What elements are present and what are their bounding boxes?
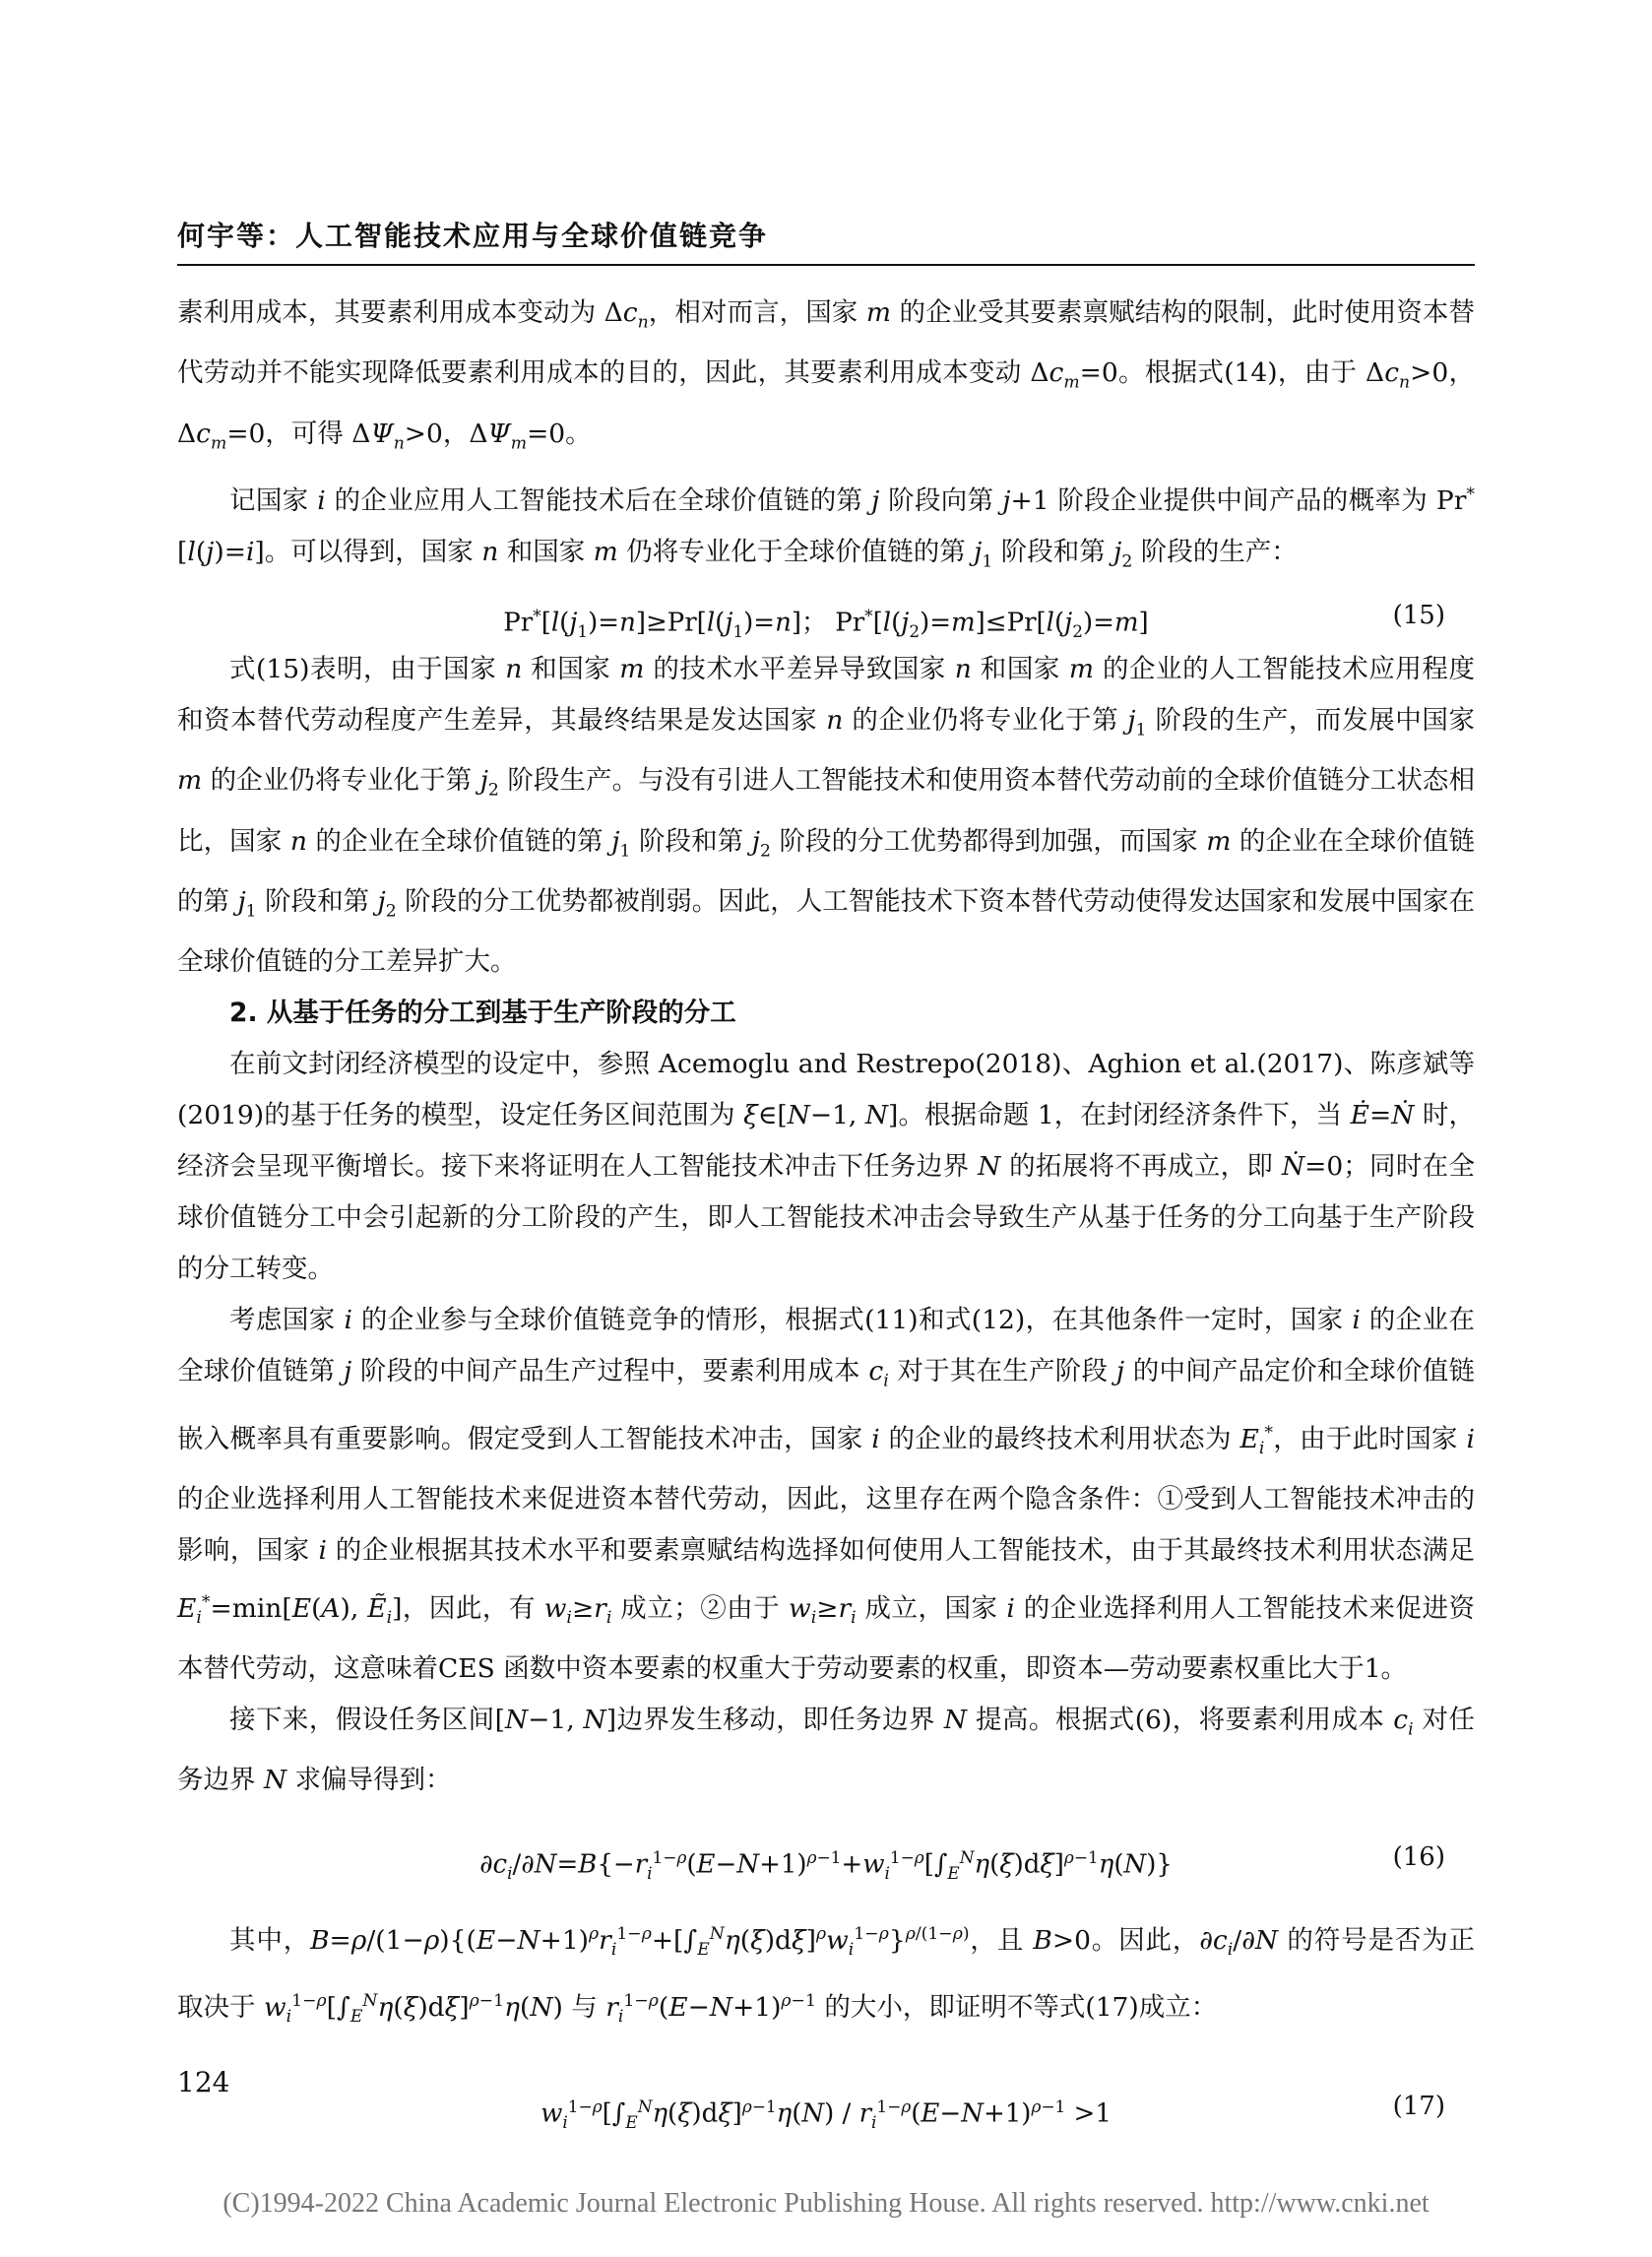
paragraph-6: 接下来，假设任务区间[N−1, N]边界发生移动，即任务边界 N 提高。根据式(6)，将要素利用成本 $c_i$ 对任务边界 N 求偏导得到：	[177, 1704, 1475, 1796]
equation-number: (16)	[1392, 1842, 1445, 1873]
page-number: 124	[177, 2066, 230, 2098]
equation-number: (17)	[1392, 2092, 1445, 2122]
header-rule	[177, 264, 1475, 266]
page-body	[177, 288, 1475, 2170]
equation-number: (15)	[1392, 601, 1445, 631]
paragraph-2: 记国家 i 的企业应用人工智能技术后在全球价值链的第 j 阶段向第 j+1 阶段企业提供中间产品的概率为 Pr*[l(j)=i]。可以得到，国家 n 和国家 m 仍将专业化于全球价值链的第 $j_1$ 阶段和第 $j_2$ 阶段的生产：	[177, 484, 1475, 572]
equation-16: $\partial c_i/\partial N=B\{-r_i^{1-\rho}(E-N+1)^{\rho-1}+w_i^{1-\rho}[\int_E^N\eta(\xi)d\xi]^{\rho-1}\eta(N)\}$ (16)	[177, 1806, 1475, 1908]
paragraph-5: 考虑国家 i 的企业参与全球价值链竞争的情形，根据式(11)和式(12)，在其他条件一定时，国家 i 的企业在全球价值链第 j 阶段的中间产品生产过程中，要素利用成本 $c_i$ 对于其在生产阶段 j 的中间产品定价和全球价值链嵌入概率具有重要影响。假定受到人工智能技术冲击，国家 i 的企业的最终技术利用状态为 $E_i^*$，由于此时国家 i 的企业选择利用人工智能技术来促进资本替代劳动，因此，这里存在两个隐含条件：①受到人工智能技术冲击的影响，国家 i 的企业根据其技术水平和要素禀赋结构选择如何使用人工智能技术，由于其最终技术利用状态满足 $E_i^*=\min[E(A)$, Ẽ$_i$]，因此，有 $w_i\ge r_i$ 成立；②由于 $w_i\ge r_i$ 成立，国家 i 的企业选择利用人工智能技术来促进资本替代劳动，这意味着CES 函数中资本要素的权重大于劳动要素的权重，即资本—劳动要素权重比大于1。	[177, 1305, 1475, 1684]
copyright-footer: (C)1994-2022 China Academic Journal Electronic Publishing House. All rights reserved. http://www.cnki.net	[222, 2188, 1430, 2219]
running-header: 何宇等：人工智能技术应用与全球价值链竞争	[177, 220, 769, 252]
paragraph-1: 素利用成本，其要素利用成本变动为 $\Delta c_n$，相对而言，国家 m 的企业受其要素禀赋结构的限制，此时使用资本替代劳动并不能实现降低要素利用成本的目的，因此，其要素利用成本变动 $\Delta c_m=0$。根据式(14)，由于 $\Delta c_n>0$，$\Delta c_m=0$，可得 $\Delta\Psi_n>0$，$\Delta\Psi_m=0$。	[177, 297, 1475, 453]
paragraph-7: 其中，$B=\rho/(1-\rho)\{(E-N+1)^\rho r_i^{1-\rho}+[\int_E^N\eta(\xi)d\xi]^\rho w_i^{1-\rho}\}^{\rho/(1-\rho)}$，且 B>0。因此，$\partial c_i/\partial N$ 的符号是否为正取决于 $w_i^{1-\rho}[\int_E^N\eta(\xi)d\xi]^{\rho-1}\eta(N)$ 与 $r_i^{1-\rho}(E-N+1)^{\rho-1}$ 的大小，即证明不等式(17)成立：	[177, 1924, 1475, 2028]
paragraph-4: 在前文封闭经济模型的设定中，参照 Acemoglu and Restrepo(2018)、Aghion et al.(2017)、陈彦斌等(2019)的基于任务的模型，设定任务区间范围为 ξ∈[N−1, N]。根据命题 1，在封闭经济条件下，当 Ė=Ṅ 时，经济会呈现平衡增长。接下来将证明在人工智能技术冲击下任务边界 N 的拓展将不再成立，即 Ṅ=0；同时在全球价值链分工中会引起新的分工阶段的产生，即人工智能技术冲击会导致生产从基于任务的分工向基于生产阶段的分工转变。	[177, 1049, 1475, 1285]
equation-17: $w_i^{1-\rho}[\int_E^N\eta(\xi)d\xi]^{\rho-1}\eta(N) / r_i^{1-\rho}(E-N+1)^{\rho-1} >1$ (17)	[177, 2042, 1475, 2170]
paragraph-3: 式(15)表明，由于国家 n 和国家 m 的技术水平差异导致国家 n 和国家 m 的企业的人工智能技术应用程度和资本替代劳动程度产生差异，其最终结果是发达国家 n 的企业仍将专业化于第 $j_1$ 阶段的生产，而发展中国家 m 的企业仍将专业化于第 $j_2$ 阶段生产。与没有引进人工智能技术和使用资本替代劳动前的全球价值链分工状态相比，国家 n 的企业在全球价值链的第 $j_1$ 阶段和第 $j_2$ 阶段的分工优势都得到加强，而国家 m 的企业在全球价值链的第 $j_1$ 阶段和第 $j_2$ 阶段的分工优势都被削弱。因此，人工智能技术下资本替代劳动使得发达国家和发展中国家在全球价值链的分工差异扩大。	[177, 654, 1475, 978]
section-heading: 2. 从基于任务的分工到基于生产阶段的分工	[229, 998, 736, 1029]
equation-15: $Pr^*[l(j_1)=n]\ge Pr[l(j_1)=n]$； $Pr^*[l(j_2)=m]\le Pr[l(j_2)=m]$ (15)	[177, 587, 1475, 644]
